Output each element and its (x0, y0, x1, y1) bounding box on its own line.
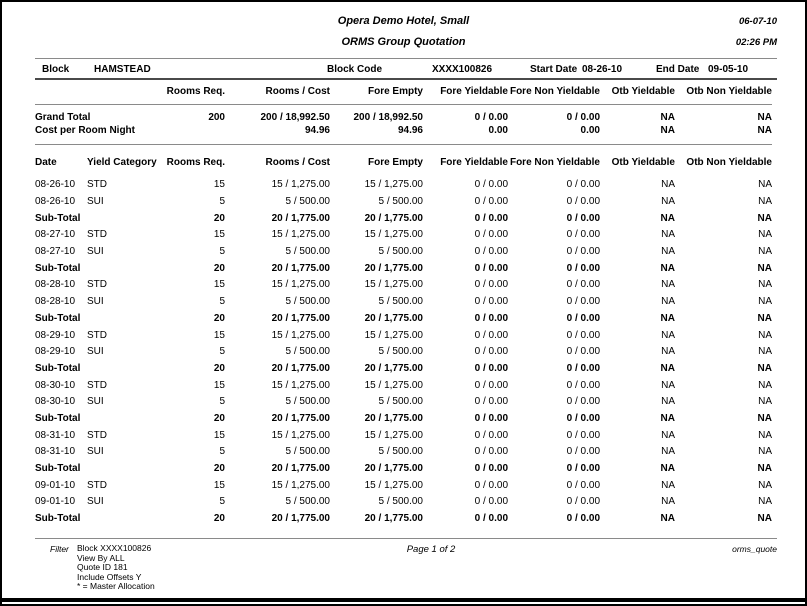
detail-cell: 0 / 0.00 (474, 329, 508, 341)
column-header: Fore Yieldable (423, 80, 508, 104)
summary-cell: 200 / 18,992.50 (353, 112, 423, 124)
detail-cell: STD (87, 279, 107, 291)
detail-cell: 15 / 1,275.00 (271, 229, 330, 241)
detail-cell: 0 / 0.00 (474, 379, 508, 391)
summary-cell: 0 / 0.00 (474, 112, 508, 124)
detail-cell (87, 510, 150, 527)
detail-cell: 0 / 0.00 (474, 212, 508, 224)
detail-cell: 0 / 0.00 (566, 179, 600, 191)
detail-cell: 15 / 1,275.00 (271, 479, 330, 491)
detail-cell: 08-27-10 (35, 246, 76, 258)
detail-cell: 08-28-10 (35, 296, 76, 308)
detail-cell: NA (757, 513, 772, 525)
detail-cell: 15 (213, 429, 225, 441)
detail-cell: 20 / 1,775.00 (271, 212, 330, 224)
detail-cell: NA (661, 379, 675, 391)
detail-cell: 5 (219, 296, 225, 308)
detail-cell: 20 (213, 463, 225, 475)
detail-cell: Sub-Total (35, 262, 81, 274)
detail-cell: NA (661, 329, 675, 341)
report-time: 02:26 PM (735, 37, 777, 48)
detail-cell: 15 / 1,275.00 (271, 379, 330, 391)
column-header: Fore Non Yieldable (509, 156, 600, 168)
detail-cell: NA (660, 463, 675, 475)
detail-cell: 08-30-10 (35, 379, 76, 391)
detail-cell: NA (661, 296, 675, 308)
table-row (35, 243, 772, 260)
detail-cell: SUI (87, 346, 104, 358)
detail-cell: STD (87, 179, 107, 191)
detail-cell: 20 / 1,775.00 (364, 312, 423, 324)
table-row (35, 377, 772, 394)
detail-cell: 5 / 500.00 (378, 196, 423, 208)
detail-cell: 5 / 500.00 (285, 246, 330, 258)
report-date: 06-07-10 (738, 16, 777, 27)
detail-cell: NA (660, 412, 675, 424)
detail-cell: SUI (87, 496, 104, 508)
detail-cell: NA (758, 446, 772, 458)
table-row (35, 343, 772, 360)
subtotal-row (35, 210, 772, 227)
detail-cell: 5 / 500.00 (378, 446, 423, 458)
detail-cell: NA (660, 362, 675, 374)
detail-cell: 0 / 0.00 (566, 362, 600, 374)
summary-cell: 0.00 (488, 124, 508, 136)
detail-cell: 0 / 0.00 (566, 312, 600, 324)
summary-row (35, 124, 772, 144)
detail-cell: NA (757, 463, 772, 475)
detail-cell: 5 / 500.00 (285, 196, 330, 208)
detail-cell: STD (87, 379, 107, 391)
detail-cell: 20 / 1,775.00 (271, 312, 330, 324)
summary-table (35, 80, 772, 145)
detail-cell: 0 / 0.00 (566, 279, 600, 291)
detail-cell: NA (758, 296, 772, 308)
detail-cell: NA (758, 429, 772, 441)
detail-cell: STD (87, 329, 107, 341)
table-row (35, 494, 772, 511)
detail-cell: 15 / 1,275.00 (364, 329, 423, 341)
detail-cell: NA (661, 179, 675, 191)
summary-cell: 200 / 18,992.50 (260, 112, 330, 124)
detail-cell: 20 / 1,775.00 (271, 262, 330, 274)
report-footer (35, 538, 777, 590)
detail-cell: NA (757, 212, 772, 224)
summary-header-row (35, 80, 772, 104)
filter-line: Block XXXX100826 (77, 542, 152, 553)
detail-table (35, 145, 772, 527)
detail-cell: 20 / 1,775.00 (271, 513, 330, 525)
column-header: Yield Category (87, 156, 157, 168)
detail-cell (87, 360, 150, 377)
filter-line: Include Offsets Y (77, 571, 142, 582)
detail-cell: 0 / 0.00 (566, 329, 600, 341)
detail-cell: 20 (213, 312, 225, 324)
detail-cell: SUI (87, 396, 104, 408)
detail-cell: NA (758, 396, 772, 408)
report-title: ORMS Group Quotation (341, 36, 466, 48)
summary-row (35, 104, 772, 124)
column-header: Rooms Req. (150, 80, 225, 104)
detail-cell: 0 / 0.00 (566, 196, 600, 208)
detail-cell: 5 / 500.00 (378, 246, 423, 258)
detail-cell: 5 / 500.00 (285, 446, 330, 458)
detail-cell: 20 (213, 513, 225, 525)
table-row (35, 193, 772, 210)
detail-cell: Sub-Total (35, 212, 81, 224)
detail-cell: 0 / 0.00 (566, 246, 600, 258)
detail-cell: 0 / 0.00 (474, 296, 508, 308)
detail-cell: 5 (219, 496, 225, 508)
summary-cell (150, 124, 225, 144)
detail-cell: NA (758, 246, 772, 258)
detail-cell: NA (757, 412, 772, 424)
detail-cell: 20 / 1,775.00 (364, 362, 423, 374)
detail-cell: 0 / 0.00 (474, 262, 508, 274)
filter-line: * = Master Allocation (77, 581, 155, 592)
detail-cell: Sub-Total (35, 412, 81, 424)
detail-cell (87, 260, 150, 277)
detail-cell: 0 / 0.00 (566, 346, 600, 358)
detail-cell: 09-01-10 (35, 479, 76, 491)
table-row (35, 393, 772, 410)
detail-cell: 5 (219, 396, 225, 408)
detail-cell: 0 / 0.00 (474, 496, 508, 508)
page-indicator: Page 1 of 2 (406, 543, 456, 555)
detail-cell: 15 / 1,275.00 (271, 179, 330, 191)
summary-cell: 94.96 (397, 124, 423, 136)
column-header: Rooms / Cost (225, 80, 330, 104)
detail-cell: 15 (213, 379, 225, 391)
detail-cell: 0 / 0.00 (474, 429, 508, 441)
subtotal-row (35, 510, 772, 527)
column-header: Date (35, 156, 57, 168)
detail-cell: NA (758, 479, 772, 491)
subtotal-row (35, 410, 772, 427)
detail-cell: NA (757, 262, 772, 274)
subtotal-row (35, 460, 772, 477)
detail-cell: 0 / 0.00 (566, 412, 600, 424)
detail-cell: NA (757, 312, 772, 324)
detail-cell: 0 / 0.00 (566, 229, 600, 241)
detail-cell: 0 / 0.00 (474, 396, 508, 408)
detail-cell: NA (758, 196, 772, 208)
detail-cell: Sub-Total (35, 362, 81, 374)
detail-cell: 20 (213, 362, 225, 374)
detail-cell (87, 460, 150, 477)
summary-cell: NA (660, 112, 675, 124)
subtotal-row (35, 360, 772, 377)
summary-cell: NA (757, 112, 772, 124)
detail-cell: 0 / 0.00 (566, 463, 600, 475)
detail-cell: 5 / 500.00 (378, 346, 423, 358)
block-label: Block (42, 64, 70, 75)
detail-cell: 5 / 500.00 (378, 296, 423, 308)
summary-cell: 94.96 (304, 124, 330, 136)
detail-cell: Sub-Total (35, 463, 81, 475)
detail-cell: 0 / 0.00 (566, 396, 600, 408)
detail-cell: 08-30-10 (35, 396, 76, 408)
detail-cell: NA (758, 229, 772, 241)
block-code-label: Block Code (327, 64, 383, 75)
detail-cell: 0 / 0.00 (566, 296, 600, 308)
detail-cell: 15 (213, 179, 225, 191)
detail-cell: 0 / 0.00 (566, 262, 600, 274)
detail-cell: 08-31-10 (35, 429, 76, 441)
detail-cell: 0 / 0.00 (566, 379, 600, 391)
detail-cell: 08-26-10 (35, 196, 76, 208)
summary-cell: NA (660, 124, 675, 136)
detail-cell: 5 (219, 346, 225, 358)
column-header: Rooms / Cost (265, 156, 330, 168)
table-row (35, 327, 772, 344)
column-header: Otb Non Yieldable (675, 80, 772, 104)
detail-cell: 20 / 1,775.00 (364, 212, 423, 224)
detail-cell: 20 / 1,775.00 (364, 262, 423, 274)
table-row (35, 277, 772, 294)
detail-cell: 0 / 0.00 (566, 513, 600, 525)
detail-cell: NA (758, 179, 772, 191)
column-header: Otb Yieldable (600, 80, 675, 104)
detail-cell (87, 310, 150, 327)
block-info-row (35, 58, 777, 80)
detail-cell: 5 / 500.00 (378, 496, 423, 508)
detail-cell: 0 / 0.00 (474, 412, 508, 424)
filter-line: View By ALL (77, 552, 125, 563)
filter-line: Quote ID 181 (77, 562, 128, 573)
subtotal-row (35, 310, 772, 327)
detail-cell: NA (757, 362, 772, 374)
table-row (35, 427, 772, 444)
detail-cell: 0 / 0.00 (566, 479, 600, 491)
detail-cell: 0 / 0.00 (474, 246, 508, 258)
start-date-value: 08-26-10 (582, 64, 623, 75)
detail-cell: NA (661, 496, 675, 508)
detail-cell: 08-29-10 (35, 346, 76, 358)
detail-cell: 0 / 0.00 (474, 229, 508, 241)
detail-cell: SUI (87, 246, 104, 258)
detail-cell: 0 / 0.00 (566, 446, 600, 458)
detail-cell: NA (661, 229, 675, 241)
detail-cell: STD (87, 429, 107, 441)
detail-cell: 15 / 1,275.00 (364, 279, 423, 291)
detail-cell: 20 / 1,775.00 (271, 412, 330, 424)
detail-cell: NA (661, 429, 675, 441)
detail-cell: 0 / 0.00 (474, 279, 508, 291)
summary-row-label: Cost per Room Night (35, 124, 135, 136)
detail-cell: 08-29-10 (35, 329, 76, 341)
summary-cell: 200 (208, 112, 225, 124)
detail-cell: NA (758, 279, 772, 291)
detail-cell: 0 / 0.00 (474, 196, 508, 208)
detail-cell: NA (661, 479, 675, 491)
detail-cell: NA (661, 446, 675, 458)
detail-cell: NA (660, 312, 675, 324)
detail-cell: STD (87, 479, 107, 491)
detail-cell: 0 / 0.00 (474, 179, 508, 191)
summary-cell: 0.00 (580, 124, 600, 136)
filter-label: Filter (50, 543, 69, 554)
detail-cell: 15 / 1,275.00 (271, 329, 330, 341)
detail-cell: 08-27-10 (35, 229, 76, 241)
detail-cell: 0 / 0.00 (474, 463, 508, 475)
detail-cell: 15 / 1,275.00 (271, 429, 330, 441)
table-row (35, 293, 772, 310)
detail-cell: 20 / 1,775.00 (364, 513, 423, 525)
summary-label-spacer (35, 80, 150, 104)
column-header: Fore Empty (330, 80, 423, 104)
detail-cell: STD (87, 229, 107, 241)
detail-cell: 15 (213, 229, 225, 241)
detail-cell: 15 (213, 479, 225, 491)
filter-lines (77, 544, 155, 592)
column-header: Fore Yieldable (440, 156, 508, 168)
column-header: Fore Non Yieldable (508, 80, 600, 104)
summary-cell: 0 / 0.00 (566, 112, 600, 124)
detail-cell: 20 (213, 262, 225, 274)
detail-header-row (35, 145, 772, 177)
detail-cell: 0 / 0.00 (474, 513, 508, 525)
detail-cell (87, 210, 150, 227)
detail-cell: NA (660, 212, 675, 224)
detail-cell: 20 / 1,775.00 (271, 463, 330, 475)
detail-cell: NA (661, 346, 675, 358)
detail-cell: 5 / 500.00 (285, 396, 330, 408)
detail-cell: 0 / 0.00 (566, 429, 600, 441)
detail-cell: 09-01-10 (35, 496, 76, 508)
detail-cell: SUI (87, 296, 104, 308)
report-body (35, 58, 777, 590)
detail-cell: 0 / 0.00 (474, 312, 508, 324)
detail-cell: 5 (219, 196, 225, 208)
block-value: HAMSTEAD (94, 64, 151, 75)
end-date-label: End Date (656, 64, 700, 75)
summary-cell: NA (757, 124, 772, 136)
summary-row-label: Grand Total (35, 112, 91, 124)
hotel-name: Opera Demo Hotel, Small (337, 15, 470, 27)
detail-cell: 0 / 0.00 (474, 479, 508, 491)
detail-cell: 20 (213, 412, 225, 424)
detail-cell: 20 / 1,775.00 (364, 412, 423, 424)
detail-cell: 5 / 500.00 (285, 496, 330, 508)
detail-cell: SUI (87, 196, 104, 208)
detail-cell: 5 (219, 446, 225, 458)
detail-cell: 0 / 0.00 (474, 362, 508, 374)
table-row (35, 177, 772, 194)
detail-cell: Sub-Total (35, 312, 81, 324)
report-datetime (736, 11, 777, 53)
detail-cell: 15 / 1,275.00 (271, 279, 330, 291)
detail-cell: 5 / 500.00 (378, 396, 423, 408)
detail-cell: NA (758, 379, 772, 391)
column-header: Otb Yieldable (611, 156, 675, 168)
detail-cell: 0 / 0.00 (566, 212, 600, 224)
detail-cell: NA (758, 496, 772, 508)
detail-cell: 15 (213, 279, 225, 291)
detail-cell: NA (661, 196, 675, 208)
start-date-label: Start Date (530, 64, 578, 75)
detail-cell: 15 / 1,275.00 (364, 179, 423, 191)
page-bottom-bar (2, 598, 805, 602)
detail-cell: 15 / 1,275.00 (364, 229, 423, 241)
end-date-value: 09-05-10 (708, 64, 749, 75)
block-code-value: XXXX100826 (432, 64, 493, 75)
detail-cell: NA (661, 279, 675, 291)
detail-cell: 5 (219, 246, 225, 258)
detail-cell: 08-26-10 (35, 179, 76, 191)
detail-cell: Sub-Total (35, 513, 81, 525)
table-row (35, 227, 772, 244)
report-header (2, 2, 805, 58)
detail-cell: 20 / 1,775.00 (364, 463, 423, 475)
detail-cell: 20 / 1,775.00 (271, 362, 330, 374)
table-row (35, 477, 772, 494)
column-header: Rooms Req. (166, 156, 225, 168)
detail-cell: 5 / 500.00 (285, 296, 330, 308)
detail-cell: NA (661, 246, 675, 258)
detail-cell: 15 / 1,275.00 (364, 479, 423, 491)
detail-cell: SUI (87, 446, 104, 458)
column-header: Otb Non Yieldable (686, 156, 772, 168)
column-header: Fore Empty (367, 156, 423, 168)
detail-cell: 5 / 500.00 (285, 346, 330, 358)
detail-cell: NA (758, 346, 772, 358)
detail-cell (87, 410, 150, 427)
detail-cell: 20 (213, 212, 225, 224)
detail-cell: 08-28-10 (35, 279, 76, 291)
subtotal-row (35, 260, 772, 277)
table-row (35, 444, 772, 461)
detail-cell: NA (661, 396, 675, 408)
detail-cell: 0 / 0.00 (566, 496, 600, 508)
detail-cell: NA (758, 329, 772, 341)
detail-cell: 0 / 0.00 (474, 446, 508, 458)
detail-cell: 0 / 0.00 (474, 346, 508, 358)
detail-cell: 08-31-10 (35, 446, 76, 458)
detail-cell: 15 / 1,275.00 (364, 379, 423, 391)
detail-cell: 15 (213, 329, 225, 341)
detail-cell: NA (660, 513, 675, 525)
detail-cell: NA (660, 262, 675, 274)
detail-cell: 15 / 1,275.00 (364, 429, 423, 441)
report-file-name: orms_quote (732, 543, 777, 554)
